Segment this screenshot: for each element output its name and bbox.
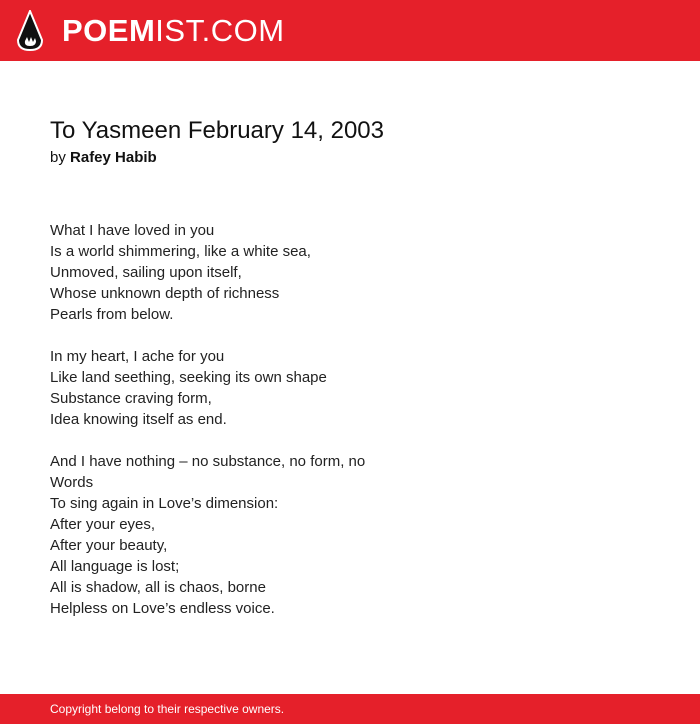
poem-byline: [50, 147, 650, 169]
poem-body: [50, 220, 650, 619]
logo-bold-text: POEM: [62, 13, 156, 48]
site-footer: [0, 694, 700, 724]
poem-line: Substance craving form,: [50, 390, 212, 407]
author-name: Rafey Habib: [70, 149, 157, 166]
copyright-text: Copyright belong to their respective owners.: [50, 702, 285, 716]
poem-line: Whose unknown depth of richness: [50, 285, 280, 302]
pencil-tip-icon[interactable]: [17, 10, 43, 51]
by-label: by: [50, 149, 66, 166]
site-logo-link[interactable]: [62, 12, 285, 50]
poem-line: After your beauty,: [50, 537, 168, 554]
poem-line: All is shadow, all is chaos, borne: [50, 579, 266, 596]
poem-line: Pearls from below.: [50, 306, 174, 323]
site-header: [0, 0, 700, 61]
poem-line: After your eyes,: [50, 516, 156, 533]
poem-line: Words: [50, 474, 94, 491]
poem-line: And I have nothing – no substance, no form, no: [50, 453, 366, 470]
poem-line: Helpless on Love’s endless voice.: [50, 600, 275, 617]
logo-light-text: IST.COM: [155, 13, 285, 48]
poem-line: What I have loved in you: [50, 222, 215, 239]
stanza-1: [50, 220, 650, 325]
poem-line: Idea knowing itself as end.: [50, 411, 227, 428]
stanza-2: [50, 346, 650, 430]
poem-line: Unmoved, sailing upon itself,: [50, 264, 242, 281]
poem-line: Like land seething, seeking its own shape: [50, 369, 327, 386]
poem-line: In my heart, I ache for you: [50, 348, 225, 365]
poem-title: To Yasmeen February 14, 2003: [50, 117, 384, 144]
poem-content: [50, 116, 650, 640]
poem-line: To sing again in Love’s dimension:: [50, 495, 279, 512]
poem-line: Is a world shimmering, like a white sea,: [50, 243, 311, 260]
poem-line: All language is lost;: [50, 558, 180, 575]
stanza-3: [50, 451, 650, 619]
